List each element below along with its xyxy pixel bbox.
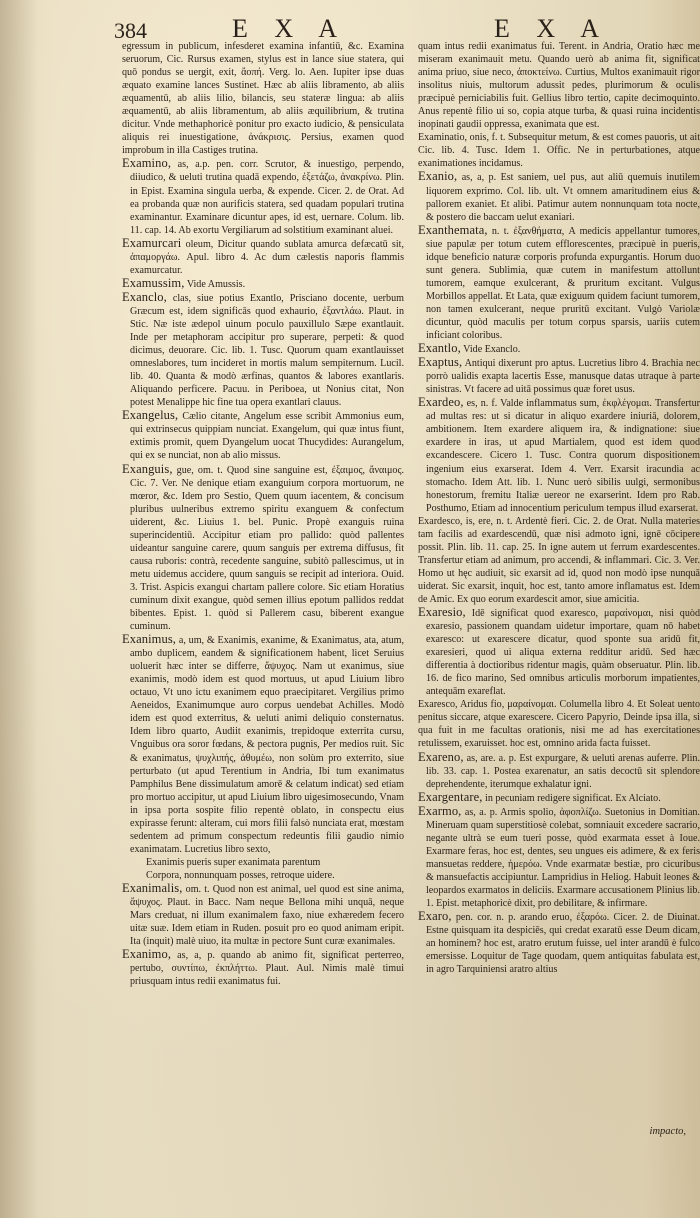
- dictionary-entry: [122, 948, 404, 988]
- entry-definition: Idē significat quod exaresco, μαραίνομαι, nisi quòd exaresio, passionem quandam uidetur importare, quam nō habet exaresco: ut exarescere dicatur, quod sponte sua aridū fit, exaresieri, quod ui aliqua externa redditur aridū. Sed hæc differentia à doctioribus ridentur magis, quàm obseruatur. Plin. lib. 16. de fico marino, Sed omnibus articulis morborum impatientes, antequām exareflat.: [426, 608, 700, 698]
- entry-definition: Vide Amussis.: [186, 278, 246, 290]
- entry-headword: Exanio,: [418, 169, 458, 184]
- entry-definition: as, a, p. Est saniem, uel pus, aut aliū quemuis inutilem liquorem exprimo. Col. lib. ult. Vt omnem amaritudinem eius & pallorem exaniet. Et alibi. Patimur autem nonnunquam tota nocte, & postero die baccam uelut exaniari.: [426, 172, 700, 223]
- entry-headword: Exantlo,: [418, 341, 461, 356]
- dictionary-entry: [418, 170, 700, 223]
- dictionary-entry: [418, 805, 700, 910]
- dictionary-entry: [122, 237, 404, 277]
- page-number: 384: [114, 18, 147, 43]
- entry-definition: oleum, Dicitur quando sublata amurca defæcatū sit, ἀπαμοργάω. Apul. libro 4. Ac dum cælestis naporis flammis examurcatur.: [130, 238, 404, 276]
- entry-definition: as, a. p. Armis spolio, ἀφοπλίζω. Suetonius in Domitian. Mineruam quam superstitiosè colebat, somniauit excedere sacrario, negante ultrà se eum tueri posse, quòd exarmata esset à Ioue. Exarmare feras, hoc est, dentes, seu ungues eis adimere, & ex feris mansuetas reddere, ἡμερόω. Vnde exarmatæ bestiæ, pro cicuribus & mansuefactis accipiuntur. Lampridius in Heliog. Habuit leones & leopardos exarmatos in deliciis. Exarmare accusationem Plinius lib. 1. Epist. metaphoricè dixit, pro debilitare, & infirmare.: [426, 806, 700, 910]
- entry-headword: Exaresio,: [418, 605, 466, 620]
- entry-definition: Antiqui dixerunt pro aptus. Lucretius libro 4. Brachia nec porrò ualidis exapta lacertis Esse, manusque datas utraque à parte sinistras. Vt facere ad uitā possimus quæ foret usus.: [426, 358, 700, 396]
- entry-headword: Exareno,: [418, 749, 464, 764]
- entry-definition: n. t. ἐξανθήματα, A medicis appellantur tumores, siue papulæ per totum cutem efflorescentes, præcipuè in pueris, idque beneficio naturæ corporis profunda expurgantis. Horum duo sunt genera. Sublimia, quæ cutem in manifestum attollunt tumorem, eamque exulcerant, & pruritum excitant. Vulgus Morbillos appellat. Et Lata, quæ exiguum quidem faciunt tumorem, non tamen exulcerant, neque pruritū excitant. Vulgò Variolæ dicuntur, quòd maculis per totum corpus sparsis, uariis cutem inficiant coloribus.: [426, 225, 700, 342]
- running-head-right: E X A: [494, 14, 609, 43]
- entry-definition: as, are. a. p. Est expurgare, & ueluti arenas auferre. Plin. lib. 33. cap. 1. Postea exarenatur, an satis decoctū sit splendore deprehendente, iterumque exhalatur igni.: [426, 752, 700, 790]
- entry-definition: as, a.p. pen. corr. Scrutor, & inuestigo, perpendo, diiudico, & ueluti trutina quadā expendo, ἐξετάζω, ἀνακρίνω. Plin. in Epist. Examina singula uerba, & expende. Cicer. 2. de Orat. Ad ea probanda quæ non aurificis statera, sed quadam populari trutina examinantur. Examinare dicuntur apes, id est, uernare. Colum. lib. 11. cap. 14. Ab exortu Vergiliarum ad solstitium examinant aluei.: [130, 159, 404, 236]
- entry-headword: Exanimalis,: [122, 881, 183, 895]
- right-column: [418, 40, 700, 1200]
- dictionary-entry: [418, 396, 700, 514]
- dictionary-entry: [418, 910, 700, 976]
- dictionary-entry: [418, 224, 700, 342]
- entry-definition: Vide Exanclo.: [463, 344, 521, 356]
- entry-definition: gue, om. t. Quod sine sanguine est, ἐξαιμος, ἄναιμος. Cic. 7. Ver. Ne denique etiam exanguium corpora mortuorum, ne mœror, &c. Idem pro Sestio, Quem quum iacentem, & concisum pluribus uulneribus extremo spiritu exanguem & confectum uiderent, &c. Liuius 1. bel. Punic. Propè exanguis ruina superincidentiū. Accipitur etiam pro pallido: quòd pallentes uideantur sanguine carere, quum sanguis per extrema diffusus, fit causa ruboris: contrà, recedente sanguine, subitò pallescimus, ut in metu uidemus accidere, quum sanguis se recipit ad interiora. Ouid. 3. Trist. Aspicis exangui chartam pallere colore. Sic etiam Horatius cuminum dixit exangue, quòd semen illius epotum pallidos reddat bibentes. Epist. 1. quòd si Pallerem casu, biberent exangue cuminum.: [130, 464, 404, 633]
- entry-headword: Exardeo,: [418, 395, 464, 410]
- dictionary-entry: [122, 157, 404, 236]
- dictionary-entry: [122, 409, 404, 462]
- entry-definition: es, n. f. Valde inflammatus sum, ἐκφλέγομαι. Transfertur ad multas res: ut si dicatur in aliquo exardere iniuriā, dolorem, ambitionem. Item exardere aliquem ira, & indignatione: siue exardere in iras, ut apud Martialem, quod est idem quod excandescere. Cicero 1. Tusc. Contra quorum dispositionem ingenium eius exarserat. Idem 4. Verr. Exarsit iracundia ac stomacho. Idem Att. lib. 1. Nunc uerò sibilis uulgi, sermonibus honestorum, fremitu Italiæ uereor ne exarserint. Idem pro Rab. Posthumo, Etiam ad innocentium periculum tempus illud exarserat.: [426, 398, 700, 514]
- entry-definition: Cælio citante, Angelum esse scribit Ammonius eum, qui extrinsecus quippiam nunciat. Exangelum, qui quæ intus fiunt, extimis promit, quem Dyangelum uocat Thucydides: Aurangelum, qui ex se nunciat, non ab alio missus.: [130, 411, 404, 462]
- entry-headword: Exanimus,: [122, 632, 177, 647]
- entry-headword: Exarmo,: [418, 803, 462, 818]
- entry-paragraph: Examinatio, onis, f. t. Subsequitur metum, & est comes pauoris, ut ait Cic. lib. 4. Tusc. Idem 1. Offic. Ne in perturbationes, atque exanimationes incidamus.: [418, 132, 700, 170]
- entry-headword: Exaro,: [418, 909, 452, 924]
- entry-headword: Exanimo,: [122, 947, 172, 962]
- entry-headword: Exangelus,: [122, 408, 179, 423]
- entry-headword: Examino,: [122, 156, 172, 171]
- dictionary-entry: [122, 882, 404, 948]
- dictionary-entry: [418, 751, 700, 791]
- running-head-left: E X A: [232, 14, 347, 43]
- entry-definition: in pecuniam redigere significat. Ex Alciato.: [485, 792, 661, 804]
- entry-definition: a, um, & Exanimis, exanime, & Exanimatus, ata, atum, ambo duplicem, eandem & significationem habent, licet Seruius uoluerit hæc inter se differre, ἄψυχος. Nam ut exanimus, siue exanimis, modò idem est quod mortuus, ut apud Liuium libro octauo, Vt uno ictu exanimem equo praecipitaret. Vergilius primo Aeneidos, Exanimumque auro corpus uendebat Achilles. Modò idem est quod exterritus, & ueluti animi deliquio consternatus. Idem libro quarto, Audiit exanimis, trepidoque exterrita cursu, Vnguibus ora soror fœdans, & pectora pugnis, Per medios ruit. Sic & exanimatus, ψυχλιπής, ἀθυμέω, non solùm pro exterrito, siue perturbato (ut apud Terentium in Andria, Ibi tum exanimatus Pamphilus Bene dissimulatum amorē & celatum indicat) sed etiam pro mortuo accipitur, ut apud Liuium libro uigesimosecundo, Vnam in ipsa porta sospite filio repentè oblato, in conspectu eius expirasse ferunt: alteram, cui mors filii falsò nunciata erat, mœstam sedentem ad primum conspectum redeuntis filii gaudio nimio exanimatam. Lucretius libro sexto,: [130, 635, 404, 855]
- entry-headword: Exanguis,: [122, 461, 173, 476]
- entry-paragraph: quam intus redii exanimatus fui. Terent. in Andria, Oratio hæc me miseram exanimauit metu. Quando uerò ab anima fit, significat anima priuo, siue neco, ἀποκτείνω. Curtius, Multos exanimauit rigor insolitus niuis, multorum adussit pedes, plurimorum & oculis præcipuè perniciabilis fuit. Gellius libro tertio, capite decimoquinto. Anus repentè filio ui so, copia atque turba, & quasi ruina incidentis inopinati gaudii oppressa, exanimata que est.: [418, 41, 700, 131]
- dictionary-entry: [418, 606, 700, 698]
- entry-definition: pen. cor. n. p. arando eruo, ἐξαρόω. Cicer. 2. de Diuinat. Estne quisquam ita despiciēs, qui credat exaratū esse Deum dicam, an hominem? hoc est, aratro erutum fuisse, uel inter arandū è fulco emersisse. Loquitur de Tage quodam, quem antiquitas fabulata est, in agro Tarquiniensi aratro altius: [426, 912, 700, 976]
- entry-headword: Examussim,: [122, 275, 185, 290]
- gutter-shadow: [0, 0, 38, 1218]
- entry-definition: as, a, p. quando ab animo fit, significat perterreo, pertubo, συντίπω, ἐκπλήττω. Plaut. Aul. Nimis malè timui priusquam intus redii exanimatus fui.: [130, 950, 404, 988]
- entry-headword: Examurcari: [122, 235, 182, 250]
- entry-headword: Exaptus,: [418, 355, 463, 370]
- entry-headword: Exanclo,: [122, 289, 167, 304]
- dictionary-entry: [122, 277, 404, 291]
- entry-definition: om. t. Quod non est animal, uel quod est sine anima, ἄψυχος. Plaut. in Bacc. Nam neque Bellona mihi unquā, neque Mars creduat, ni illum exanimalem faxo, niue exhæredem fecero uitæ suæ. Idem etiam in Ruden. posuit pro eo quod animam eripit. Ita (inquit) malè uiuo, ita multæ in pectore Sunt curæ exanimales.: [130, 884, 404, 948]
- dictionary-entry: [122, 463, 404, 634]
- dictionary-entry: [418, 356, 700, 396]
- dictionary-entry: [418, 342, 700, 356]
- verse-line: Corpora, nonnunquam posses, retroque uidere.: [146, 869, 335, 881]
- entry-definition: clas, siue potius Exantlo, Prisciano docente, uerbum Græcum est, idem significās quod exhaurio, ἐξαντλάω. Plaut. in Stic. Næ iste ædepol uinum poculo pauxillulo Sæpe exantlauit. Inde per metaphoram accipitur pro superare, perpeti: & quod dicimus, deuorare. Cic. lib. 1. Tusc. Quorum quam exantlauisset omneslabores, tum incideret in mortis malum sempiternum. Lucil. lib. 40. Quanta & modò ærfinas, quantos & labores exantlaris. Aliquando perficere. Pacuu. in Periboea, ut Nonius citat, Non potest Menalippe hic fine tua opera exantlari clauus.: [130, 292, 404, 409]
- entry-paragraph: Exaresco, Aridus fio, μαραίνομαι. Columella libro 4. Et Soleat uento penitus siccare, atque exarescere. Cicero Papyrio, Deinde ipsa illa, si qua fuit in me facultas orationis, nisi me ad has exercitationes retulissem, exaruisset. hoc est, omnino arida facta fuisset.: [418, 699, 700, 750]
- entry-paragraph: Exardesco, is, ere, n. t. Ardentè fieri. Cic. 2. de Orat. Nulla materies tam facilis ad exardescendū, quæ nisi admoto igni, ignē cōcipere possit. Plin. lib. 11. cap. 25. In igne autem ut ferrum exardescentes. Transfertur etiam ad animum, pro accendi, & inflammari. Cic. 3. Ver. Homo ut hęc audiuit, sic exarsit ad id, quod non modò ipse nunquā uiderat. Sic exarsit, inquit, hoc est, tanto amore inflamatus est. Idem de Amic. Ex quo eorum exardescit amor, siue amicitia.: [418, 515, 700, 605]
- dictionary-entry: [122, 633, 404, 856]
- dictionary-entry: [418, 791, 700, 805]
- entry-headword: Exargentare,: [418, 789, 483, 804]
- verse-line: Exanimis pueris super exanimata parentum: [146, 856, 321, 868]
- dictionary-entry: [122, 291, 404, 409]
- left-column: [122, 40, 404, 1200]
- entry-headword: Exanthemata,: [418, 222, 488, 237]
- entry-paragraph: egressum in publicum, infesderet examina infantiū, &c. Examina seruorum, Cic. Rursus examen, stylus est in lance siue statera, qui quō pondus se uergit, exit, ἄοπή. Verg. lo. Aen. Iupiter ipse duas æquato examine lances Sustinet. Hæc ab aliis libramento, ab aliis æquamentū, ab aliis lilio, bilancis, seu stateræ lingua: ab aliis æquamentū, ab aliis libramentum, ab aliis æquilibrium, & trutina dicitur. Vnde methaphoricè ponitur pro exacto iudicio, & pensiculata aliquis rei inuestigatione, ἀνάκρισις. Persius, examen quod improbum in illa Castiges trutina.: [122, 41, 404, 157]
- catchword: impacto,: [649, 1126, 686, 1137]
